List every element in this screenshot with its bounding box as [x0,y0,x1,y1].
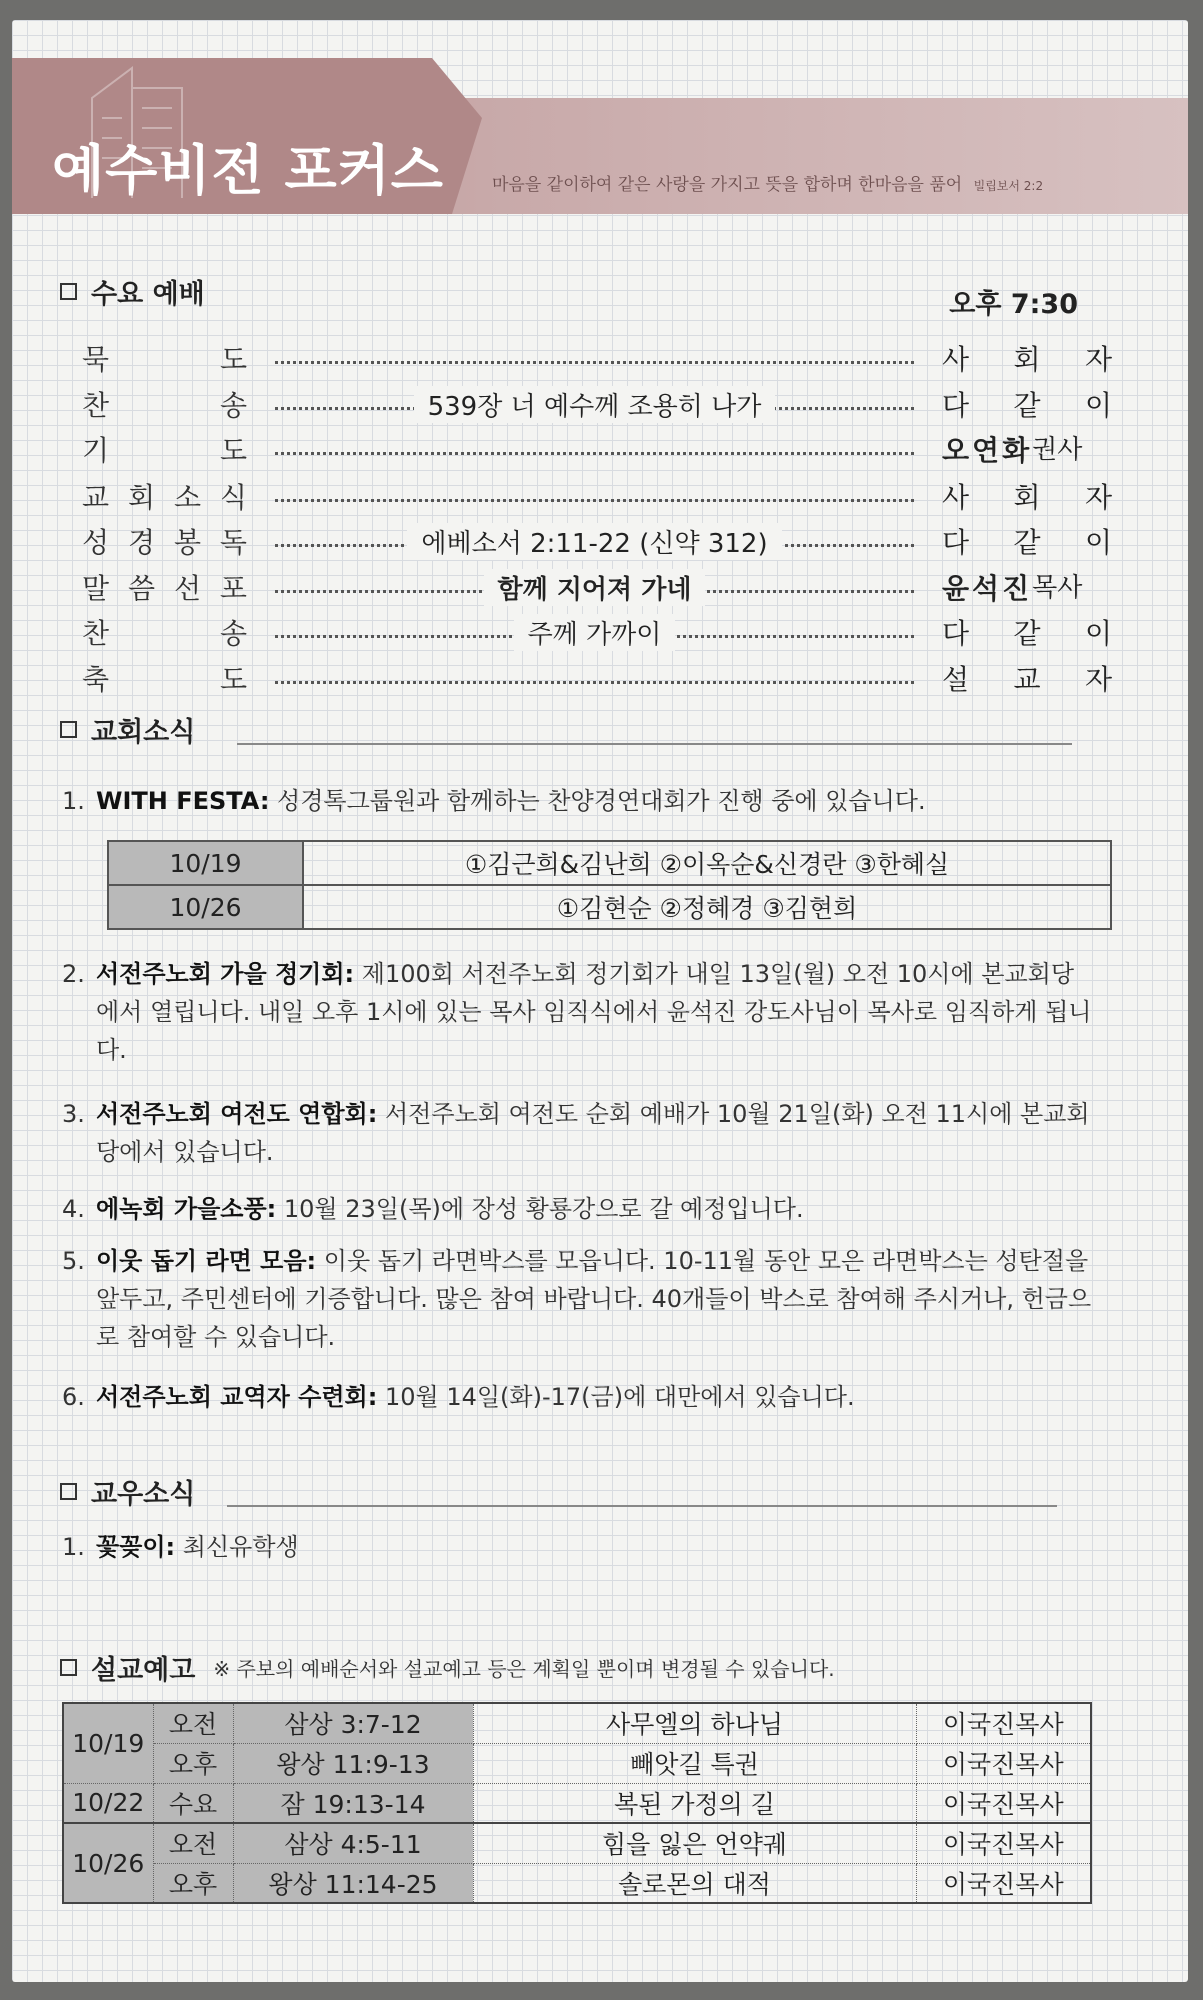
person-char: 사 [942,343,970,376]
person-char: 다 [942,617,970,650]
worship-title-text: 수요 예배 [91,279,205,310]
worship-item-person [942,429,1112,469]
sermon-title: 빼앗길 특권 [473,1743,916,1783]
news-title: 이웃 돕기 라면 모음: [96,1247,317,1275]
news-body: 서전주노회 여전도 순회 예배가 10월 21일(화) 오전 11시에 본교회당에서 있습니다. [96,1100,1090,1166]
person-char: 회 [1013,481,1041,514]
person-char: 자 [1084,343,1112,376]
worship-item-person [942,658,1112,698]
label-char: 축 [82,663,110,696]
dotted-leader [275,520,914,562]
person-name: 윤석진 [942,572,1033,605]
news-body: 10월 14일(화)-17(금)에 대만에서 있습니다. [377,1383,855,1411]
label-char: 도 [219,434,247,467]
worship-item-content: 주께 가까이 [514,614,676,651]
label-char: 찬 [82,617,110,650]
dotted-leader [275,566,914,608]
sermon-title: 힘을 잃은 언약궤 [473,1823,916,1863]
sermon-date: 10/26 [63,1823,153,1903]
news-item [62,1378,1092,1416]
festa-date: 10/26 [108,885,303,929]
label-char: 성 [82,526,110,559]
sermon-service: 오전 [153,1823,233,1863]
person-char: 자 [1084,663,1112,696]
table-row [108,885,1111,929]
label-char: 회 [127,481,156,514]
label-char: 기 [82,434,110,467]
dotted-leader [275,657,914,699]
worship-row [82,337,1112,379]
label-char: 찬 [82,389,110,422]
news-item [62,1242,1092,1356]
worship-row [82,566,1112,608]
label-char: 봉 [173,526,201,559]
sermon-passage: 잠 19:13-14 [233,1783,473,1823]
person-char: 같 [1013,526,1041,559]
worship-row [82,428,1112,470]
worship-item-label [82,612,247,652]
worship-row [82,611,1112,653]
news-item [62,782,1092,820]
news-body: 제100회 서전주노회 정기회가 내일 13일(월) 오전 10시에 본교회당에서 열립니다. 내일 오후 1시에 있는 목사 임직식에서 윤석진 강도사님이 목사로 임직하게 됩니다. [96,960,1092,1064]
person-char: 이 [1084,389,1112,422]
sermon-passage: 삼상 4:5-11 [233,1823,473,1863]
sermon-preacher: 이국진목사 [916,1823,1091,1863]
worship-item-person [942,476,1112,516]
sermon-service: 오전 [153,1703,233,1743]
sermon-preacher: 이국진목사 [916,1863,1091,1903]
news-title: 에녹회 가을소풍: [96,1195,277,1223]
label-char: 묵 [82,343,110,376]
label-char: 경 [127,526,156,559]
sermon-passage: 왕상 11:14-25 [233,1863,473,1903]
section-rule [237,743,1072,745]
dotted-leader [275,611,914,653]
news-number: 5. [62,1247,85,1275]
table-row [63,1863,1091,1903]
worship-row [82,520,1112,562]
person-char: 교 [1013,663,1041,696]
worship-row [82,383,1112,425]
worship-time: 오후 7:30 [949,289,1078,320]
sermon-title: 솔로몬의 대적 [473,1863,916,1903]
label-char: 교 [82,481,110,514]
worship-item-label [82,521,247,561]
worship-item-person [942,338,1112,378]
bulletin-title: 예수비전 포커스 [52,139,444,202]
festa-date: 10/19 [108,841,303,885]
news-title: WITH FESTA: [96,787,270,815]
sermon-service: 오후 [153,1863,233,1903]
news-number: 1. [62,1533,85,1561]
church-news-title-text: 교회소식 [91,717,196,748]
worship-item-content: 함께 지어져 가네 [484,569,706,606]
news-number: 1. [62,787,85,815]
worship-section-title [60,272,205,311]
news-title: 서전주노회 여전도 연합회: [96,1100,378,1128]
sermon-preview-section-title [60,1648,835,1687]
news-number: 2. [62,960,85,988]
sermon-date: 10/22 [63,1783,153,1823]
news-number: 3. [62,1100,85,1128]
person-title: 목사 [1032,573,1083,603]
news-body: 10월 23일(목)에 장성 황룡강으로 갈 예정입니다. [276,1195,804,1223]
worship-item-label [82,384,247,424]
checkbox-square-icon [60,1659,77,1676]
news-body: 최신유학생 [175,1533,299,1561]
news-title: 서전주노회 교역자 수련회: [96,1383,378,1411]
worship-row [82,475,1112,517]
person-char: 같 [1013,617,1041,650]
label-char: 선 [173,572,201,605]
festa-names: ①김현순 ②정혜경 ③김현희 [303,885,1111,929]
label-char: 말 [82,572,110,605]
worship-item-content: 539장 너 예수께 조용히 나가 [414,386,776,423]
news-number: 6. [62,1383,85,1411]
festa-names: ①김근희&김난희 ②이옥순&신경란 ③한혜실 [303,841,1111,885]
worship-row [82,657,1112,699]
sermon-note: ※ 주보의 예배순서와 설교예고 등은 계획일 뿐이며 변경될 수 있습니다. [213,1657,835,1681]
person-char: 자 [1084,481,1112,514]
sermon-title: 복된 가정의 길 [473,1783,916,1823]
person-char: 다 [942,389,970,422]
worship-item-person [942,567,1112,607]
person-name: 오연화 [942,434,1033,467]
label-char: 식 [219,481,247,514]
news-number: 4. [62,1195,85,1223]
table-row [63,1743,1091,1783]
sermon-service: 수요 [153,1783,233,1823]
section-rule [227,1505,1057,1507]
person-char: 사 [942,481,970,514]
table-row [108,841,1111,885]
sermon-preacher: 이국진목사 [916,1743,1091,1783]
person-char: 다 [942,526,970,559]
table-row [63,1703,1091,1743]
person-char: 같 [1013,389,1041,422]
person-char: 이 [1084,617,1112,650]
sermon-preview-title-text: 설교예고 [91,1655,196,1686]
label-char: 소 [173,481,201,514]
news-item [62,1095,1092,1171]
table-row [63,1783,1091,1823]
dotted-leader [275,428,914,470]
label-char: 도 [219,663,247,696]
person-title: 권사 [1032,435,1083,465]
news-title: 서전주노회 가을 정기회: [96,960,355,988]
festa-table [107,840,1112,930]
bulletin-page [12,20,1188,1982]
news-item [62,1528,1092,1566]
dotted-leader [275,337,914,379]
person-char: 이 [1084,526,1112,559]
label-char: 송 [219,389,247,422]
worship-item-label [82,338,247,378]
verse-text: 마음을 같이하여 같은 사랑을 가지고 뜻을 합하며 한마음을 품어 [492,175,963,195]
news-body: 성경톡그룹원과 함께하는 찬양경연대회가 진행 중에 있습니다. [269,787,926,815]
person-char: 회 [1013,343,1041,376]
sermon-preacher: 이국진목사 [916,1783,1091,1823]
sermon-preacher: 이국진목사 [916,1703,1091,1743]
news-item [62,1190,1092,1228]
sermon-table [62,1702,1092,1904]
worship-item-label [82,658,247,698]
news-body: 이웃 돕기 라면박스를 모읍니다. 10-11월 동안 모은 라면박스는 성탄절을 앞두고, 주민센터에 기증합니다. 많은 참여 바랍니다. 40개들이 박스로 참여해 주시거나, 헌금으로 참여할 수 있습니다. [96,1247,1092,1351]
bulletin-header [12,58,1188,214]
worship-item-label [82,567,247,607]
member-news-section-title [60,1472,195,1511]
sermon-passage: 삼상 3:7-12 [233,1703,473,1743]
table-row [63,1823,1091,1863]
worship-item-label [82,476,247,516]
label-char: 포 [219,572,247,605]
checkbox-square-icon [60,1483,77,1500]
label-char: 씀 [127,572,156,605]
worship-item-person [942,612,1112,652]
checkbox-square-icon [60,721,77,738]
worship-item-person [942,521,1112,561]
news-title: 꽃꽂이: [96,1533,176,1561]
sermon-passage: 왕상 11:9-13 [233,1743,473,1783]
church-news-section-title [60,710,195,749]
member-news-title-text: 교우소식 [91,1479,196,1510]
sermon-title: 사무엘의 하나님 [473,1703,916,1743]
checkbox-square-icon [60,283,77,300]
worship-item-content: 에베소서 2:11-22 (신약 312) [407,523,781,560]
label-char: 도 [219,343,247,376]
dotted-leader [275,475,914,517]
label-char: 송 [219,617,247,650]
sermon-date: 10/19 [63,1703,153,1783]
verse-reference: 빌립보서 2:2 [973,179,1044,193]
dotted-leader [275,383,914,425]
person-char: 설 [942,663,970,696]
worship-item-person [942,384,1112,424]
header-verse [492,170,1043,195]
worship-item-label [82,429,247,469]
news-item [62,955,1092,1069]
sermon-service: 오후 [153,1743,233,1783]
label-char: 독 [219,526,247,559]
